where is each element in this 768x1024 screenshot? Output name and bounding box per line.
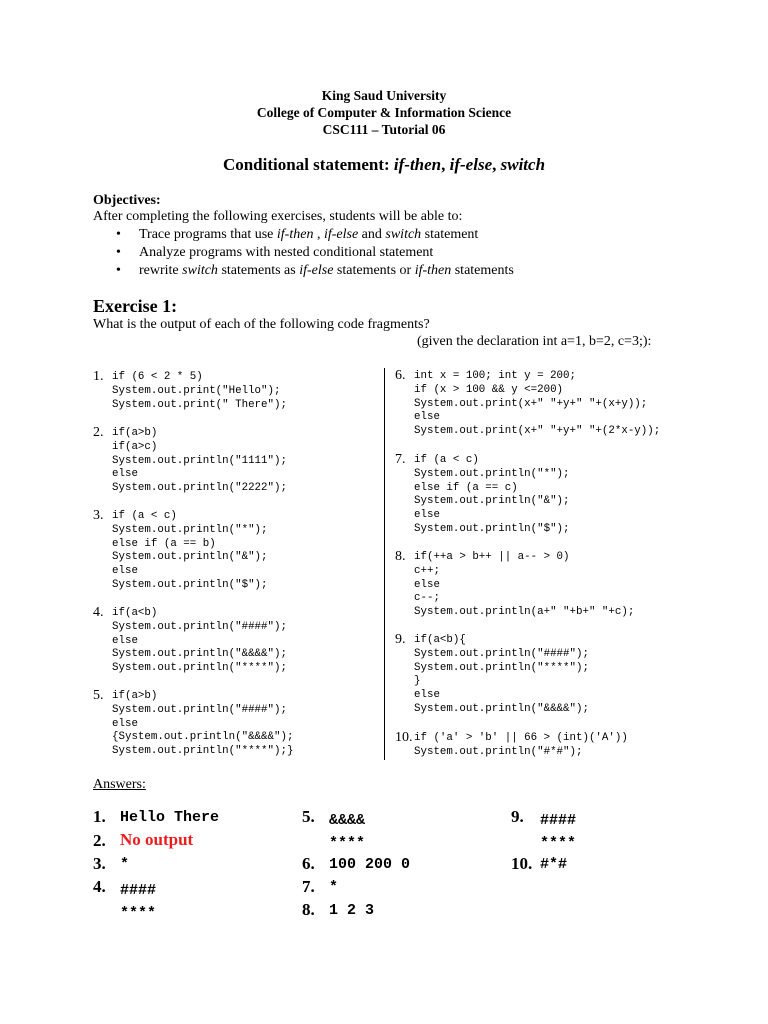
code-fragment: if(a<b) System.out.println("####"); else System.out.println("&&&&"); System.out.println("****"); bbox=[112, 607, 287, 675]
answer-number: 2. bbox=[93, 831, 106, 850]
answer-value-highlight: No output bbox=[120, 830, 194, 849]
item-number: 7. bbox=[395, 452, 406, 467]
exercise-given: (given the declaration int a=1, b=2, c=3;): bbox=[417, 334, 652, 349]
exercise-heading: Exercise 1: bbox=[93, 296, 178, 316]
answer-value: 100 200 0 bbox=[329, 856, 411, 873]
code-fragment: if(a<b){ System.out.println("####"); System.out.println("****"); } else System.out.println("&&&&"); bbox=[414, 634, 589, 715]
exercise-question: What is the output of each of the following code fragments? bbox=[93, 317, 430, 332]
item-number: 8. bbox=[395, 549, 406, 564]
answer-number: 7. bbox=[302, 877, 315, 896]
answer-value: #### **** bbox=[540, 812, 577, 852]
item-number: 5. bbox=[93, 688, 104, 703]
college-name: College of Computer & Information Science bbox=[256, 105, 512, 120]
answer-value: * bbox=[120, 856, 130, 873]
code-fragment: if (a < c) System.out.println("*"); else if (a == c) System.out.println("&"); else System.out.println("$"); bbox=[414, 454, 570, 535]
answer-value: Hello There bbox=[120, 809, 220, 826]
code-fragment: if (a < c) System.out.println("*"); else if (a == b) System.out.println("&"); else System.out.println("$"); bbox=[112, 510, 268, 591]
objective-item: • Trace programs that use if-then , if-else and switch statement bbox=[96, 226, 514, 244]
code-fragment: if(++a > b++ || a-- > 0) c++; else c--; System.out.println(a+" "+b+" "+c); bbox=[414, 551, 635, 619]
answer-number: 6. bbox=[302, 854, 315, 873]
item-number: 3. bbox=[93, 508, 104, 523]
code-fragment: if(a>b) System.out.println("####"); else {System.out.println("&&&&"); System.out.println("****");} bbox=[112, 690, 294, 758]
answer-number: 10. bbox=[511, 854, 533, 873]
answer-number: 9. bbox=[511, 807, 524, 826]
answers-label: Answers: bbox=[93, 777, 146, 792]
objective-item: • rewrite switch statements as if-else statements or if-then statements bbox=[96, 262, 514, 280]
answer-value: &&&& **** bbox=[329, 812, 366, 852]
answer-value: 1 2 3 bbox=[329, 902, 375, 919]
answer-value: #*# bbox=[540, 856, 568, 873]
objectives-heading: Objectives: bbox=[93, 193, 161, 208]
item-number: 4. bbox=[93, 605, 104, 620]
item-number: 10. bbox=[395, 730, 413, 745]
answer-value: #### **** bbox=[120, 882, 157, 922]
page-title: Conditional statement: if-then, if-else, switch bbox=[222, 155, 546, 174]
code-fragment: if(a>b) if(a>c) System.out.println("1111"); else System.out.println("2222"); bbox=[112, 427, 287, 495]
answer-value: * bbox=[329, 879, 339, 896]
item-number: 2. bbox=[93, 425, 104, 440]
university-name: King Saud University bbox=[321, 88, 447, 103]
item-number: 9. bbox=[395, 632, 406, 647]
objectives-list bbox=[96, 226, 514, 280]
answer-number: 5. bbox=[302, 807, 315, 826]
answer-number: 4. bbox=[93, 877, 106, 896]
column-divider bbox=[384, 368, 385, 760]
objective-item: • Analyze programs with nested conditional statement bbox=[96, 244, 514, 262]
answer-number: 1. bbox=[93, 807, 106, 826]
objectives-intro: After completing the following exercises, students will be able to: bbox=[93, 209, 463, 224]
item-number: 1. bbox=[93, 369, 104, 384]
item-number: 6. bbox=[395, 368, 406, 383]
answer-number: 8. bbox=[302, 900, 315, 919]
code-fragment: if (6 < 2 * 5) System.out.print("Hello"); System.out.print(" There"); bbox=[112, 371, 287, 411]
answer-number: 3. bbox=[93, 854, 106, 873]
code-fragment: int x = 100; int y = 200; if (x > 100 && y <=200) System.out.print(x+" "+y+" "+(x+y)); else System.out.print(x+" "+y+" "+(2*x-y)); bbox=[414, 370, 661, 438]
code-fragment: if ('a' > 'b' || 66 > (int)('A')) System.out.println("#*#"); bbox=[414, 732, 628, 758]
course-title: CSC111 – Tutorial 06 bbox=[322, 122, 446, 137]
